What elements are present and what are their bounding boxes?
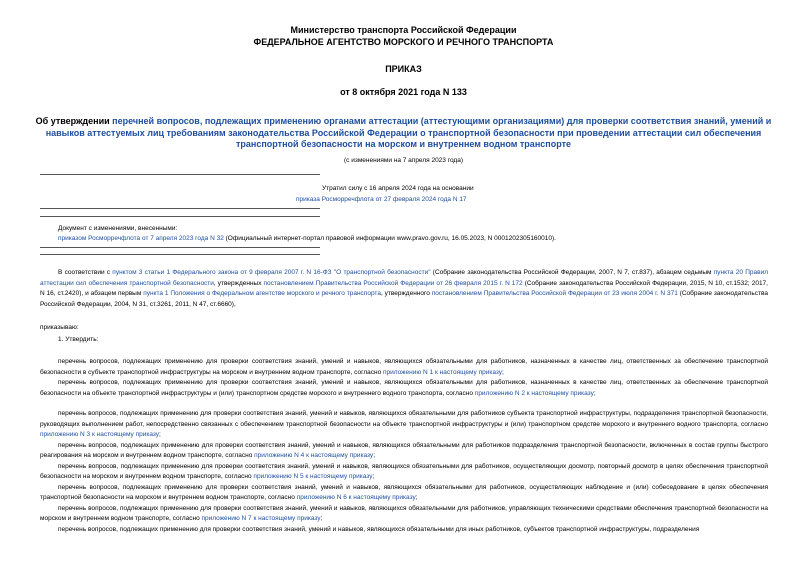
list-item-text: перечень вопросов, подлежащих применению для проверки соответствия знаний, умений и навыков, являющихся обязательными для работников, назначенных в качестве лиц, ответственных за обеспечение транспортной безопасности на объекте транспортной инфраструктуры и (или) транспортном средстве морского и внутреннего водного транспорта, согласно (40, 379, 768, 397)
list-item-end: ; (320, 515, 323, 522)
preamble-link-law[interactable]: пунктом 3 статьи 1 Федерального закона от 9 февраля 2007 г. N 16-ФЗ "О транспортной безопасности" (112, 269, 431, 276)
list-item (40, 462, 768, 483)
point-1-text: 1. Утвердить: (58, 336, 99, 343)
appendix-link-4[interactable]: приложению N 4 к настоящему приказу (254, 452, 374, 459)
approved-lists (40, 357, 768, 535)
preamble-text: (Собрание законодательства Российской Федерации, 2015, N 10, ст.1532; 2017, N 16, ст.2420), и абзацем первым (40, 279, 768, 297)
lost-force-link[interactable]: приказа Росморречфлота от 27 февраля 2024 года N 17 (296, 196, 467, 203)
appendix-link-1[interactable]: приложению N 1 к настоящему приказу (383, 368, 503, 376)
list-item-text: перечень вопросов, подлежащих применению для проверки соответствия знаний, умений и навыков, являющихся обязательными для работников, осуществляющих наблюдение и (или) собеседование в целях обеспечения транспортной безопасности на морском и внутреннем водном транспорте, согласно (40, 483, 768, 501)
list-item-text: перечень вопросов, подлежащих применению для проверки соответствия знаний, умений и навыков, являющихся обязательными для работников, назначенных в качестве лиц, ответственных за обеспечение транспортной безопасности в субъекте транспортной инфраструктуры на морском и внутреннем водном транспорте, согласно (40, 358, 768, 376)
divider (40, 247, 320, 248)
list-item-end: ; (373, 452, 375, 459)
point-1 (40, 335, 768, 346)
preamble-text: , утвержденного (380, 290, 432, 297)
doc-changes-link[interactable]: приказом Росморречфлота от 7 апреля 2023 года N 32 (58, 235, 224, 242)
list-item-text: перечень вопросов, подлежащих применению для проверки соответствия знаний, умений и навыков, являющихся обязательными для работников подразделения транспортной безопасности, включенных в состав группы быстрого реагирования на морском и внутреннем водном транспорте, согласно (40, 441, 768, 459)
list-item-text: перечень вопросов, подлежащих применению для проверки соответствия знаний, умений и навыков, являющихся обязательными для работников, осуществляющих досмотр, повторный досмотр в целях обеспечения транспортной безопасности на морском и внутреннем водном транспорте, согласно (40, 462, 768, 480)
list-item-text: перечень вопросов, подлежащих применению для проверки соответствия знаний, умений и навыков, являющихся обязательными для работников, управляющих техническими средствами обеспечения транспортной безопасности на морском и внутреннем водном транспорте, согласно (40, 504, 768, 522)
list-item (40, 504, 768, 525)
divider (40, 216, 320, 217)
list-item-end: ; (415, 494, 418, 501)
preamble-text: (Собрание законодательства Российской Федерации, 2004, N 31, ст.3261, 2011, N 47, ст.6660), (40, 290, 768, 308)
divider (40, 174, 320, 175)
order-word (40, 323, 768, 334)
title-link[interactable]: перечней вопросов, подлежащих применению органами аттестации (аттестующими организациями) для проверки соответствия знаний, умений и навыков аттестуемых лиц требованиям законодательства Российской Федерации о транспортной безопасности при проведении аттестации сил обеспечения транспортной безопасности на морском и внутреннем водном транспорте (45, 116, 772, 149)
agency-name: ФЕДЕРАЛЬНОЕ АГЕНТСТВО МОРСКОГО И РЕЧНОГО ТРАНСПОРТА (253, 37, 554, 47)
preamble-text: (Собрание законодательства Российской Федерации, 2007, N 7, ст.837), абзацем седьмым (430, 269, 714, 276)
preamble-text: , утвержденных (213, 279, 264, 287)
doc-changes-label: Документ с изменениями, внесенными: (58, 225, 178, 232)
doc-changes-rest: (Официальный интернет-портал правовой информации www.pravo.gov.ru, 16.05.2023, N 0001202305160010). (223, 235, 556, 242)
divider (40, 208, 320, 209)
list-item-text: перечень вопросов, подлежащих применению для проверки соответствия знаний, умений и навыков, являющихся обязательными для иных работников, субъектов транспортной инфраструктуры, подразделения (58, 525, 700, 533)
ministry-name: Министерство транспорта Российской Федерации (290, 25, 517, 35)
list-item-text: перечень вопросов, подлежащих применению для проверки соответствия знаний, умений и навыков, являющихся обязательными для работников субъекта транспортной инфраструктуры, подразделения транспортной безопасности, руководящих выполнением работ, непосредственно связанных с обеспечением транспортной безопасности на объекте транспортной инфраструктуры и (или) транспортном средстве морского и внутреннего водного транспорта, согласно (40, 410, 768, 428)
preamble-text: В соответствии с (58, 269, 113, 276)
list-item (40, 378, 768, 399)
document-title (28, 116, 779, 151)
preamble-link-decree-172[interactable]: постановлением Правительства Российской Федерации от 26 февраля 2015 г. N 172 (263, 279, 523, 287)
title-lead: Об утверждении (35, 116, 113, 126)
list-item (40, 525, 768, 536)
list-item-end: ; (593, 389, 596, 397)
list-item-end: ; (159, 431, 161, 438)
appendix-link-3[interactable]: приложению N 3 к настоящему приказу (40, 431, 160, 438)
preamble (40, 268, 768, 310)
appendix-link-2[interactable]: приложению N 2 к настоящему приказу (474, 389, 594, 397)
list-item (40, 357, 768, 378)
preamble-link-decree-371[interactable]: постановлением Правительства Российской Федерации от 23 июля 2004 г. N 371 (431, 290, 678, 297)
document-date: от 8 октября 2021 года N 133 (340, 87, 467, 97)
preamble-link-regulation[interactable]: пункта 1 Положения о Федеральном агентстве морского и речного транспорта (143, 290, 381, 297)
preamble-link-rules[interactable]: пункта 20 Правил аттестации сил обеспечения транспортной безопасности (40, 269, 768, 287)
order-word-text: приказываю: (40, 324, 79, 331)
list-item (40, 409, 768, 441)
lost-force-text: Утратил силу с 16 апреля 2024 года на основании (322, 185, 474, 192)
list-item (40, 483, 768, 504)
document-type: ПРИКАЗ (385, 64, 422, 74)
appendix-link-5[interactable]: приложению N 5 к настоящему приказу (253, 473, 373, 480)
appendix-link-6[interactable]: приложению N 6 к настоящему приказу (296, 494, 416, 501)
doc-changes-line (58, 235, 556, 242)
divider (40, 254, 320, 255)
appendix-link-7[interactable]: приложению N 7 к настоящему приказу (201, 515, 321, 522)
list-item (40, 441, 768, 462)
list-item-end: ; (372, 473, 375, 480)
amendments-note: (с изменениями на 7 апреля 2023 года) (343, 157, 463, 164)
list-item-end: ; (502, 368, 504, 376)
